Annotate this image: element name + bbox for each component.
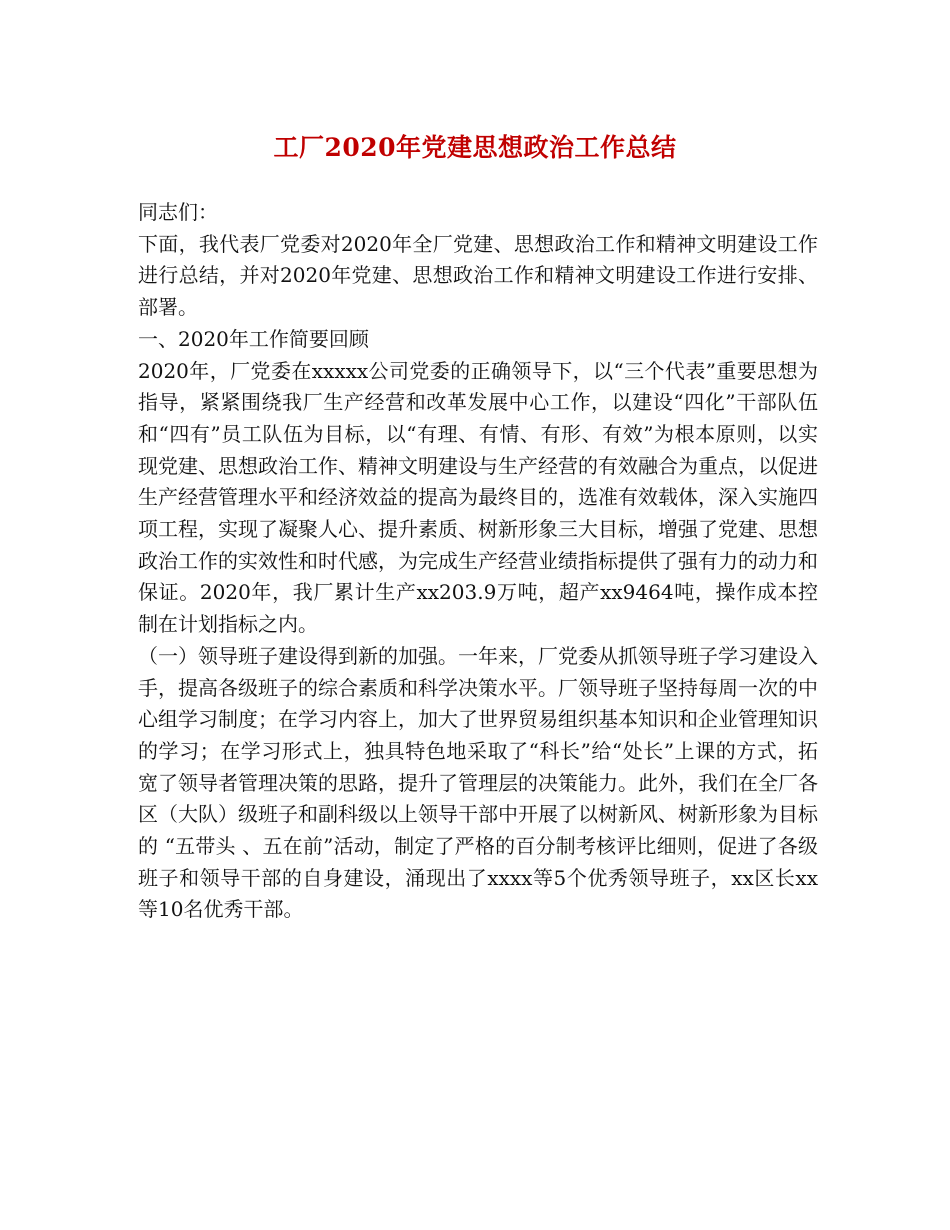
document-title: 工厂2020年党建思想政治工作总结	[273, 133, 677, 162]
salutation: 同志们：	[138, 200, 218, 224]
intro-paragraph: 下面，我代表厂党委对2020年全厂党建、思想政治工作和精神文明建设工作进行总结，并对2020年党建、思想政治工作和精神文明建设工作进行安排、部署。	[138, 231, 818, 320]
review-paragraph: 2020年，厂党委在xxxxx公司党委的正确领导下，以“三个代表”重要思想为指导，紧紧围绕我厂生产经营和改革发展中心工作，以建设“四化”干部队伍和“四有”员工队伍为目标，以“有理、有情、有形、有效”为根本原则，以实现党建、思想政治工作、精神文明建设与生产经营的有效融合为重点，以促进生产经营管理水平和经济效益的提高为最终目的，选准有效载体，深入实施四项工程，实现了凝聚人心、提升素质、树新形象三大目标，增强了党建、思想政治工作的实效性和时代感，为完成生产经营业绩指标提供了强有力的动力和保证。2020年，我厂累计生产xx203.9万吨，超产xx9464吨，操作成本控制在计划指标之内。	[138, 358, 818, 637]
document-body	[138, 197, 818, 926]
section-heading: 一、2020年工作简要回顾	[138, 326, 369, 351]
leadership-paragraph: （一）领导班子建设得到新的加强。一年来，厂党委从抓领导班子学习建设入手，提高各级班子的综合素质和科学决策水平。厂领导班子坚持每周一次的中心组学习制度；在学习内容上，加大了世界贸易组织基本知识和企业管理知识的学习；在学习形式上，独具特色地采取了“科长”给“处长”上课的方式，拓宽了领导者管理决策的思路，提升了管理层的决策能力。此外，我们在全厂各区（大队）级班子和副科级以上领导干部中开展了以树新风、树新形象为目标的 “五带头 、五在前”活动，制定了严格的百分制考核评比细则，促进了各级班子和领导干部的自身建设，涌现出了xxxx等5个优秀领导班子，xx区长xx等10名优秀干部。	[138, 643, 818, 922]
